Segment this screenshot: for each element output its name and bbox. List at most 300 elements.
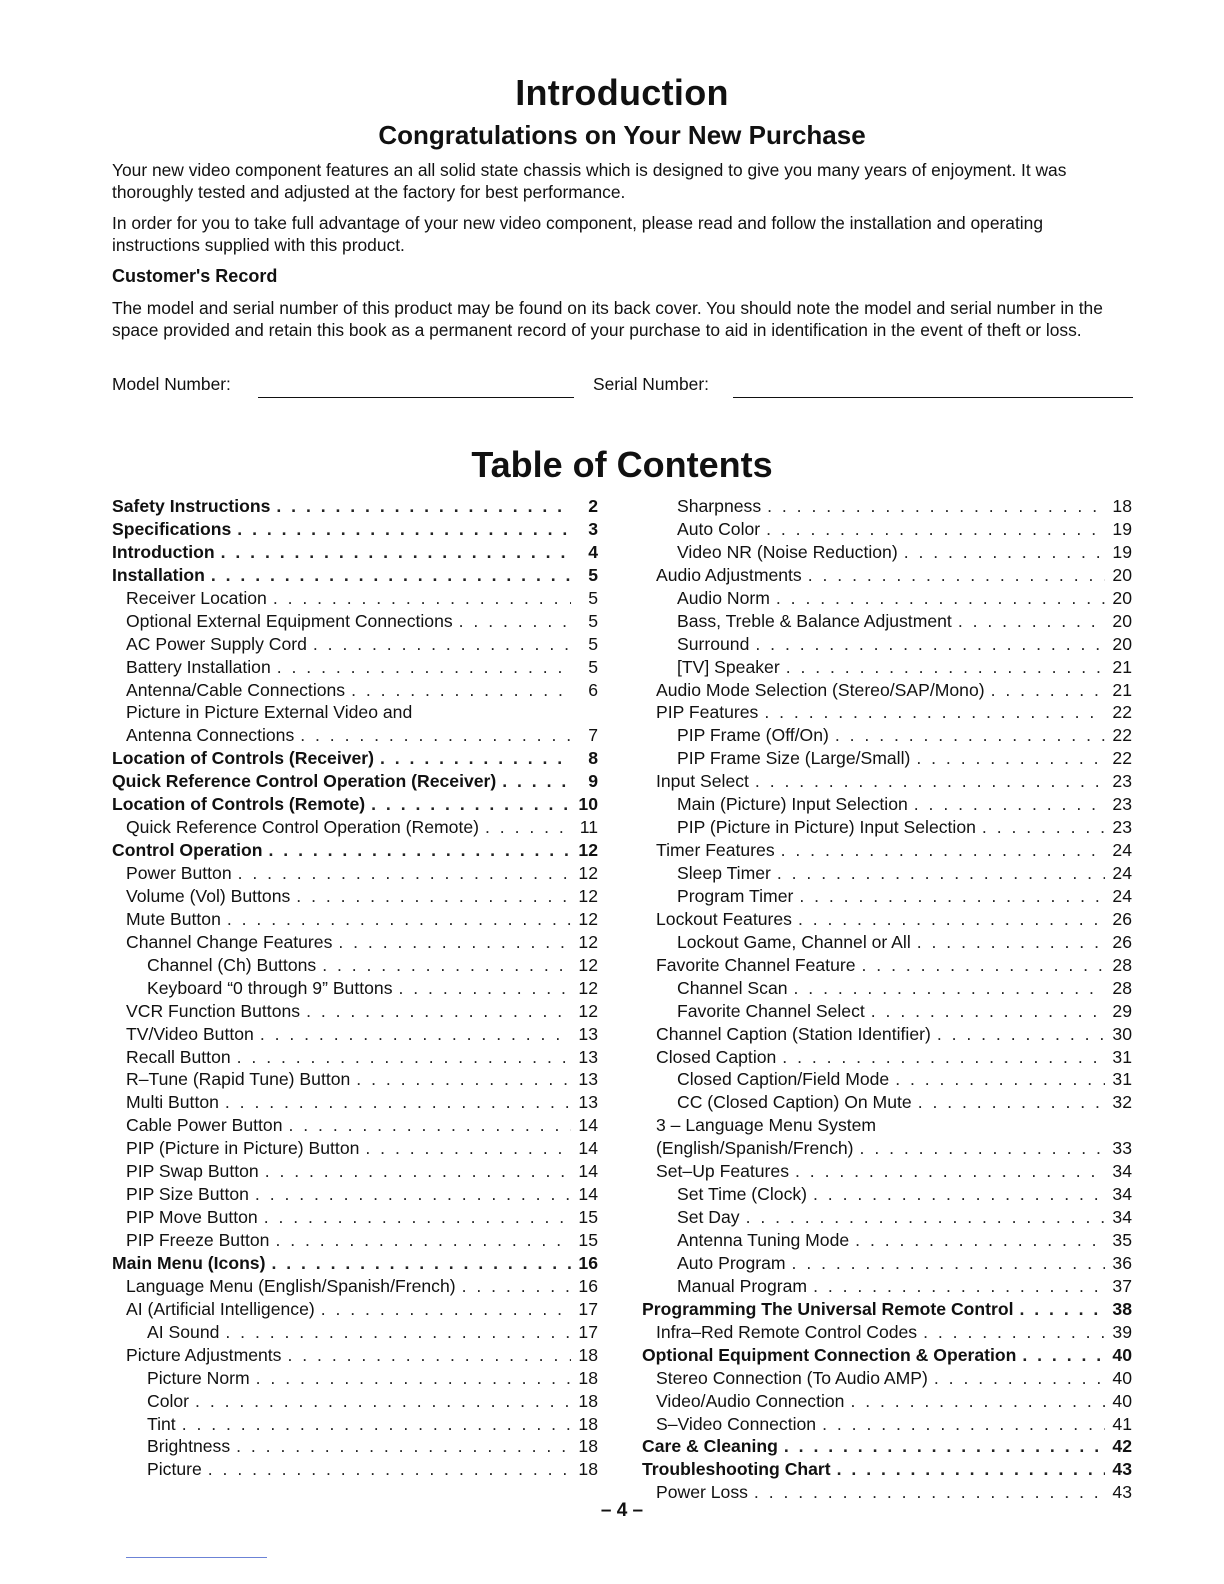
toc-dot-leader — [923, 1322, 1105, 1343]
toc-entry-page: 5 — [588, 610, 598, 631]
toc-entry-page: 43 — [1112, 1482, 1132, 1503]
toc-entry-title: Installation — [112, 564, 205, 585]
toc-dot-leader — [917, 932, 1105, 953]
toc-entry-page: 43 — [1112, 1459, 1132, 1480]
customer-record-heading: Customer's Record — [112, 266, 278, 286]
intro-paragraph-3: The model and serial number of this product may be found on its back cover. You should note the model and serial number in the space provided and retain this book as a permanent record of your purchase to aid in identification in the event of theft or loss. — [112, 298, 1103, 340]
toc-entry — [642, 1161, 1132, 1184]
toc-dot-leader — [795, 1161, 1105, 1182]
toc-dot-leader — [918, 1092, 1105, 1113]
toc-entry-page: 8 — [588, 748, 598, 769]
toc-entry-page: 12 — [578, 931, 598, 952]
toc-entry-page: 21 — [1112, 656, 1132, 677]
toc-entry-title: CC (Closed Caption) On Mute — [677, 1092, 912, 1113]
toc-entry — [112, 1069, 598, 1092]
toc-entry-title: Auto Color — [677, 518, 761, 539]
serial-number-line — [733, 397, 1133, 398]
toc-entry — [642, 1299, 1132, 1322]
toc-entry-page: 28 — [1112, 954, 1132, 975]
toc-dot-leader — [767, 496, 1105, 517]
toc-entry — [642, 588, 1132, 611]
toc-entry — [642, 794, 1132, 817]
toc-dot-leader — [225, 1092, 571, 1113]
toc-entry-title: Lockout Game, Channel or All — [677, 931, 911, 952]
toc-entry-page: 34 — [1112, 1207, 1132, 1228]
toc-entry — [112, 794, 598, 817]
toc-entry-title: Volume (Vol) Buttons — [126, 885, 291, 906]
toc-entry — [642, 1322, 1132, 1345]
toc-entry-page: 5 — [588, 587, 598, 608]
toc-entry-page: 12 — [578, 977, 598, 998]
toc-entry-title: Brightness — [147, 1436, 231, 1457]
toc-dot-leader — [271, 1253, 571, 1274]
serial-number-label: Serial Number: — [593, 374, 709, 394]
toc-entry-page: 9 — [588, 771, 598, 792]
toc-entry-page: 18 — [1112, 496, 1132, 516]
toc-entry-title: Quick Reference Control Operation (Receiver) — [112, 771, 497, 792]
toc-dot-leader — [462, 1276, 571, 1297]
toc-entry-title: S–Video Connection — [656, 1413, 817, 1434]
toc-entry-page: 2 — [588, 496, 598, 516]
toc-entry-page: 38 — [1112, 1298, 1132, 1319]
toc-entry — [112, 1024, 598, 1047]
toc-entry-title: Care & Cleaning — [642, 1436, 778, 1457]
toc-entry — [642, 771, 1132, 794]
toc-entry-title: Safety Instructions — [112, 496, 271, 516]
toc-dot-leader — [855, 1230, 1105, 1251]
toc-entry-title: Antenna/Cable Connections — [126, 679, 346, 700]
toc-entry-title: Antenna Tuning Mode — [677, 1230, 850, 1250]
toc-entry-title: Video/Audio Connection — [656, 1390, 845, 1411]
toc-entry — [642, 955, 1132, 978]
toc-dot-leader — [277, 657, 571, 678]
toc-dot-leader — [958, 611, 1105, 632]
toc-entry-page: 18 — [578, 1413, 598, 1434]
toc-entry-title: Timer Features — [656, 840, 775, 861]
toc-entry-title: PIP Features — [656, 702, 759, 723]
model-number-label: Model Number: — [112, 374, 231, 394]
toc-entry-title: Stereo Connection (To Audio AMP) — [656, 1367, 928, 1388]
toc-entry-page: 12 — [578, 908, 598, 929]
toc-entry-title: (English/Spanish/French) — [656, 1138, 854, 1159]
toc-entry-page: 14 — [578, 1184, 598, 1205]
toc-entry-page: 10 — [578, 794, 598, 815]
toc-dot-leader — [371, 794, 571, 815]
toc-entry — [112, 634, 598, 657]
toc-dot-leader — [835, 725, 1105, 746]
toc-entry-title: Power Loss — [656, 1482, 748, 1503]
toc-entry-title: Picture Norm — [147, 1367, 250, 1388]
toc-dot-leader — [265, 1161, 571, 1182]
toc-dot-leader — [300, 725, 571, 746]
toc-entry — [642, 1138, 1132, 1161]
toc-entry — [112, 1092, 598, 1115]
toc-entry-title: Video NR (Noise Reduction) — [677, 541, 898, 562]
model-number-field — [112, 374, 231, 395]
toc-entry-page: 24 — [1112, 885, 1132, 906]
toc-entry — [112, 542, 598, 565]
toc-entry — [642, 657, 1132, 680]
toc-entry-page: 41 — [1112, 1413, 1132, 1434]
toc-entry-title: Cable Power Button — [126, 1115, 283, 1136]
toc-entry — [112, 1207, 598, 1230]
toc-dot-leader — [982, 817, 1105, 838]
toc-entry-title: Programming The Universal Remote Control — [642, 1298, 1014, 1319]
toc-entry — [112, 1184, 598, 1207]
toc-dot-leader — [850, 1391, 1105, 1412]
toc-dot-leader — [895, 1069, 1105, 1090]
toc-dot-leader — [287, 1345, 571, 1366]
toc-entry-title: Favorite Channel Feature — [656, 954, 856, 975]
model-number-line — [258, 397, 574, 398]
serial-number-field — [593, 374, 709, 395]
toc-entry-page: 40 — [1112, 1390, 1132, 1411]
toc-entry-page: 17 — [578, 1298, 598, 1319]
toc-entry — [642, 886, 1132, 909]
toc-entry-title: Recall Button — [126, 1046, 231, 1067]
toc-entry-title: Picture Adjustments — [126, 1344, 282, 1365]
toc-entry-page: 23 — [1112, 771, 1132, 792]
toc-entry — [112, 886, 598, 909]
toc-entry-page: 6 — [588, 679, 598, 700]
toc-dot-leader — [338, 932, 571, 953]
toc-dot-leader — [862, 955, 1105, 976]
toc-dot-leader — [313, 634, 571, 655]
toc-entry-page: 12 — [578, 840, 598, 861]
toc-dot-leader — [227, 909, 571, 930]
toc-entry-page: 26 — [1112, 908, 1132, 929]
toc-entry-page: 40 — [1112, 1367, 1132, 1388]
intro-title: Introduction — [515, 72, 729, 113]
toc-dot-leader — [195, 1391, 571, 1412]
intro-subtitle: Congratulations on Your New Purchase — [378, 120, 866, 150]
toc-dot-leader — [260, 1024, 571, 1045]
toc-dot-leader — [860, 1138, 1105, 1159]
toc-dot-leader — [755, 771, 1105, 792]
toc-entry-page: 31 — [1112, 1069, 1132, 1090]
toc-entry — [642, 680, 1132, 703]
toc-dot-leader — [365, 1138, 571, 1159]
toc-entry-title: AI Sound — [147, 1321, 220, 1342]
toc-entry-page: 35 — [1112, 1230, 1132, 1250]
toc-dot-leader — [269, 840, 571, 861]
toc-dot-leader — [237, 519, 571, 540]
toc-entry-title: Keyboard “0 through 9” Buttons — [147, 977, 393, 998]
toc-entry — [642, 1115, 1132, 1138]
toc-entry-page: 26 — [1112, 931, 1132, 952]
toc-entry — [112, 978, 598, 1001]
toc-entry-title: Set Day — [677, 1207, 740, 1228]
toc-entry — [112, 1414, 598, 1437]
toc-dot-leader — [813, 1184, 1105, 1205]
toc-dot-leader — [502, 771, 571, 792]
toc-entry — [642, 1092, 1132, 1115]
toc-entry-page: 34 — [1112, 1184, 1132, 1205]
toc-entry-title: Receiver Location — [126, 587, 267, 608]
toc-entry — [112, 955, 598, 978]
toc-entry-page: 20 — [1112, 587, 1132, 608]
toc-entry-title: PIP (Picture in Picture) Input Selection — [677, 817, 976, 838]
toc-entry-title: PIP (Picture in Picture) Button — [126, 1138, 360, 1159]
toc-entry — [642, 748, 1132, 771]
toc-entry — [112, 1047, 598, 1070]
toc-dot-leader — [321, 1299, 571, 1320]
toc-entry-title: Specifications — [112, 518, 232, 539]
toc-entry-title: Multi Button — [126, 1092, 219, 1113]
toc-right-column — [642, 496, 1132, 1505]
toc-entry-title: Program Timer — [677, 885, 794, 906]
toc-dot-leader — [399, 978, 572, 999]
toc-dot-leader — [914, 794, 1105, 815]
toc-entry — [642, 542, 1132, 565]
toc-entry — [642, 1230, 1132, 1253]
toc-dot-leader — [237, 1047, 571, 1068]
toc-entry-title: AC Power Supply Cord — [126, 633, 307, 654]
toc-entry-page: 12 — [578, 863, 598, 883]
toc-entry-title: PIP Size Button — [126, 1184, 249, 1205]
toc-entry-title: Optional Equipment Connection & Operation — [642, 1344, 1017, 1365]
toc-entry — [642, 1436, 1132, 1459]
toc-entry — [112, 817, 598, 840]
toc-entry-page: 22 — [1112, 748, 1132, 769]
toc-entry-title: Set–Up Features — [656, 1161, 790, 1182]
scan-edge-mark — [126, 1557, 267, 1558]
toc-entry-page: 19 — [1112, 518, 1132, 539]
toc-entry — [112, 1161, 598, 1184]
toc-dot-leader — [459, 611, 571, 632]
toc-entry — [642, 1391, 1132, 1414]
toc-entry — [112, 725, 598, 748]
toc-entry — [642, 1207, 1132, 1230]
toc-entry — [112, 588, 598, 611]
toc-dot-leader — [755, 634, 1105, 655]
toc-entry-title: Bass, Treble & Balance Adjustment — [677, 610, 952, 631]
toc-entry-title: TV/Video Button — [126, 1023, 254, 1044]
toc-entry — [112, 909, 598, 932]
toc-entry-title: Troubleshooting Chart — [642, 1459, 831, 1480]
toc-entry-title: Channel (Ch) Buttons — [147, 954, 317, 975]
toc-entry-title: [TV] Speaker — [677, 656, 780, 677]
toc-entry — [112, 1345, 598, 1368]
toc-entry — [642, 863, 1132, 886]
toc-entry-title: Language Menu (English/Spanish/French) — [126, 1275, 456, 1296]
toc-entry — [642, 1253, 1132, 1276]
toc-entry-page: 29 — [1112, 1000, 1132, 1021]
toc-entry — [642, 1414, 1132, 1437]
toc-entry — [112, 1230, 598, 1253]
toc-entry — [112, 519, 598, 542]
toc-dot-leader — [904, 542, 1105, 563]
toc-entry-title: Quick Reference Control Operation (Remote) — [126, 817, 480, 838]
toc-title: Table of Contents — [471, 444, 773, 485]
toc-entry-page: 36 — [1112, 1252, 1132, 1273]
toc-dot-leader — [808, 565, 1105, 586]
toc-dot-leader — [798, 909, 1105, 930]
toc-entry — [112, 1276, 598, 1299]
toc-dot-leader — [776, 588, 1105, 609]
toc-entry-title: Channel Change Features — [126, 931, 333, 952]
toc-entry-title: Location of Controls (Receiver) — [112, 748, 374, 769]
toc-entry-page: 20 — [1112, 633, 1132, 654]
toc-entry-title: Sharpness — [677, 496, 762, 516]
toc-entry-page: 15 — [578, 1207, 598, 1228]
toc-entry-page: 16 — [578, 1252, 598, 1273]
toc-entry — [112, 565, 598, 588]
toc-entry-title: Color — [147, 1390, 190, 1411]
toc-entry-title: PIP Frame Size (Large/Small) — [677, 748, 911, 769]
toc-entry-title: Sleep Timer — [677, 863, 771, 883]
toc-entry — [642, 1368, 1132, 1391]
toc-dot-leader — [764, 702, 1105, 723]
toc-entry-title: Optional External Equipment Connections — [126, 610, 453, 631]
toc-entry — [642, 611, 1132, 634]
toc-entry-title: Main (Picture) Input Selection — [677, 794, 908, 815]
toc-entry — [112, 1115, 598, 1138]
toc-entry-title: Channel Scan — [677, 977, 788, 998]
toc-entry — [112, 1001, 598, 1024]
toc-entry-title: Infra–Red Remote Control Codes — [656, 1321, 918, 1342]
toc-entry-page: 42 — [1112, 1436, 1132, 1457]
toc-dot-leader — [784, 1436, 1105, 1457]
toc-dot-leader — [288, 1115, 571, 1136]
toc-entry-title: Lockout Features — [656, 908, 792, 929]
toc-entry-page: 4 — [588, 541, 598, 562]
toc-entry — [112, 932, 598, 955]
toc-dot-leader — [275, 1230, 571, 1251]
toc-entry — [112, 611, 598, 634]
toc-dot-leader — [794, 978, 1105, 999]
toc-entry — [112, 1459, 598, 1482]
toc-dot-leader — [256, 1368, 571, 1389]
toc-entry — [642, 1001, 1132, 1024]
toc-entry-page: 30 — [1112, 1023, 1132, 1044]
toc-dot-leader — [937, 1024, 1105, 1045]
toc-dot-leader — [916, 748, 1105, 769]
toc-entry — [112, 1253, 598, 1276]
toc-entry-title: 3 – Language Menu System — [656, 1115, 877, 1136]
toc-entry-page: 18 — [578, 1436, 598, 1457]
toc-dot-leader — [296, 886, 571, 907]
toc-entry — [642, 978, 1132, 1001]
toc-entry-title: VCR Function Buttons — [126, 1000, 301, 1021]
toc-entry-title: Mute Button — [126, 908, 221, 929]
toc-left-column — [112, 496, 598, 1482]
toc-entry — [112, 1391, 598, 1414]
toc-entry-title: AI (Artificial Intelligence) — [126, 1298, 315, 1319]
toc-dot-leader — [238, 863, 571, 884]
toc-entry-page: 18 — [578, 1344, 598, 1365]
toc-entry — [642, 1276, 1132, 1299]
toc-entry — [642, 840, 1132, 863]
toc-dot-leader — [322, 955, 571, 976]
toc-entry — [642, 817, 1132, 840]
toc-entry — [112, 840, 598, 863]
toc-dot-leader — [781, 840, 1105, 861]
toc-entry-title: PIP Move Button — [126, 1207, 258, 1228]
toc-entry — [112, 863, 598, 886]
toc-entry-title: Auto Program — [677, 1252, 786, 1273]
toc-dot-leader — [182, 1414, 571, 1435]
toc-entry-page: 15 — [578, 1230, 598, 1250]
toc-entry-page: 13 — [578, 1069, 598, 1090]
toc-entry-page: 13 — [578, 1046, 598, 1067]
toc-dot-leader — [276, 496, 571, 517]
toc-entry — [642, 496, 1132, 519]
toc-dot-leader — [1022, 1345, 1105, 1366]
toc-dot-leader — [782, 1047, 1105, 1068]
toc-entry-page: 17 — [578, 1321, 598, 1342]
toc-dot-leader — [934, 1368, 1105, 1389]
toc-entry-page: 22 — [1112, 725, 1132, 746]
toc-entry-title: R–Tune (Rapid Tune) Button — [126, 1069, 351, 1090]
toc-entry — [642, 725, 1132, 748]
toc-dot-leader — [786, 657, 1105, 678]
toc-entry-page: 23 — [1112, 794, 1132, 815]
toc-dot-leader — [236, 1436, 571, 1457]
toc-entry-page: 21 — [1112, 679, 1132, 700]
toc-entry-page: 22 — [1112, 702, 1132, 723]
toc-dot-leader — [264, 1207, 571, 1228]
intro-paragraph-1: Your new video component features an all solid state chassis which is designed to give you many years of enjoyment. It was thoroughly tested and adjusted at the factory for best performance. — [112, 160, 1067, 202]
toc-entry-title: Main Menu (Icons) — [112, 1252, 266, 1273]
toc-entry-title: Favorite Channel Select — [677, 1000, 865, 1021]
toc-entry-page: 24 — [1112, 863, 1132, 883]
toc-entry-page: 19 — [1112, 541, 1132, 562]
toc-entry-title: Audio Mode Selection (Stereo/SAP/Mono) — [656, 679, 985, 700]
toc-entry — [642, 1069, 1132, 1092]
toc-entry-title: Picture — [147, 1459, 202, 1480]
toc-entry-title: Set Time (Clock) — [677, 1184, 808, 1205]
toc-entry — [112, 1299, 598, 1322]
toc-entry-title: Power Button — [126, 863, 232, 883]
toc-dot-leader — [822, 1414, 1105, 1435]
toc-dot-leader — [813, 1276, 1105, 1297]
toc-entry — [112, 1138, 598, 1161]
toc-entry-title: Tint — [147, 1413, 176, 1434]
toc-entry-title: Closed Caption — [656, 1046, 777, 1067]
toc-dot-leader — [273, 588, 571, 609]
toc-dot-leader — [485, 817, 571, 838]
toc-entry-title: Picture in Picture External Video and — [126, 702, 413, 723]
page-number: – 4 – — [600, 1500, 644, 1521]
toc-entry — [642, 909, 1132, 932]
toc-dot-leader — [777, 863, 1105, 884]
toc-entry-page: 13 — [578, 1092, 598, 1113]
toc-dot-leader — [356, 1069, 571, 1090]
toc-entry — [642, 1184, 1132, 1207]
toc-entry-title: Audio Adjustments — [656, 564, 802, 585]
toc-entry-page: 20 — [1112, 564, 1132, 585]
toc-entry — [112, 702, 598, 725]
toc-dot-leader — [306, 1001, 571, 1022]
toc-entry-page: 12 — [578, 954, 598, 975]
toc-entry-page: 5 — [588, 633, 598, 654]
toc-entry-page: 28 — [1112, 977, 1132, 998]
toc-entry-title: Antenna Connections — [126, 725, 295, 746]
toc-entry — [642, 519, 1132, 542]
toc-entry-title: PIP Frame (Off/On) — [677, 725, 829, 746]
intro-paragraph-2: In order for you to take full advantage of your new video component, please read and follow the installation and operating instructions supplied with this product. — [112, 213, 1044, 255]
toc-dot-leader — [746, 1207, 1105, 1228]
toc-entry-page: 14 — [578, 1161, 598, 1182]
toc-entry-page: 11 — [579, 817, 598, 838]
toc-entry-title: Closed Caption/Field Mode — [677, 1069, 890, 1090]
toc-entry-page: 5 — [588, 656, 598, 677]
toc-entry — [642, 932, 1132, 955]
toc-entry-page: 12 — [578, 885, 598, 906]
toc-entry-title: Control Operation — [112, 840, 263, 861]
toc-dot-leader — [991, 680, 1105, 701]
